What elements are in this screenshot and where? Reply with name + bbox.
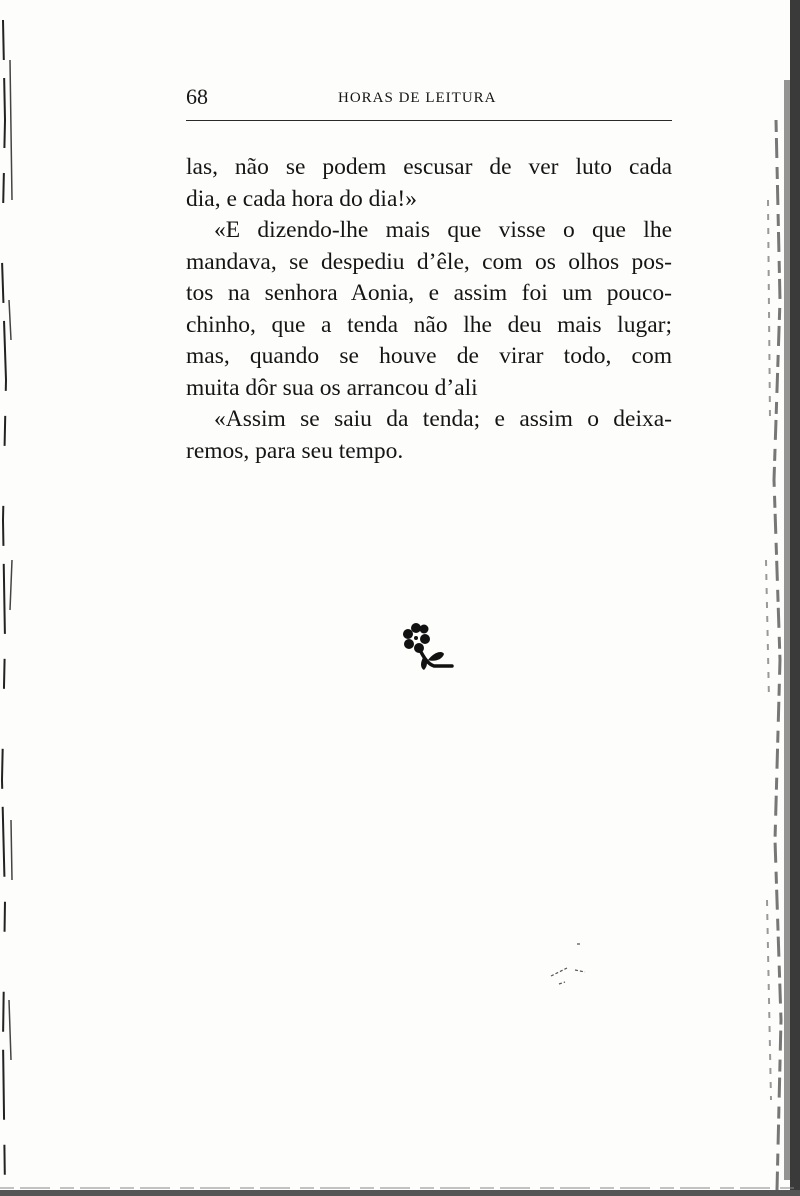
- running-head: HORAS DE LEITURA: [338, 90, 497, 106]
- flower-ornament-icon: [400, 620, 456, 672]
- body-text: [186, 152, 672, 467]
- scan-edge-right: [740, 0, 800, 1196]
- text-line: «E dizendo-lhe mais que visse o que lhe: [214, 217, 672, 243]
- scan-edge-left: [0, 0, 22, 1196]
- text-line: tos na senhora Aonia, e assim foi um pouco-: [186, 280, 672, 306]
- text-line: las, não se podem escusar de ver luto cada: [186, 154, 672, 180]
- scan-edge-bottom: [0, 1182, 800, 1196]
- text-line: chinho, que a tenda não lhe deu mais lugar;: [186, 311, 672, 338]
- text-line: remos, para seu tempo.: [186, 437, 404, 464]
- text-line: dia, e cada hora do dia!»: [186, 185, 417, 212]
- scan-specks: [545, 940, 595, 990]
- text-line: mas, quando se houve de virar todo, com: [186, 343, 672, 369]
- page-number: 68: [186, 84, 208, 109]
- text-line: «Assim se saiu da tenda; e assim o deixa-: [214, 406, 672, 432]
- text-line: muita dôr sua os arrancou d’ali: [186, 374, 478, 401]
- text-line: mandava, se despediu d’êle, com os olhos pos-: [186, 248, 672, 275]
- page-header: [186, 84, 672, 121]
